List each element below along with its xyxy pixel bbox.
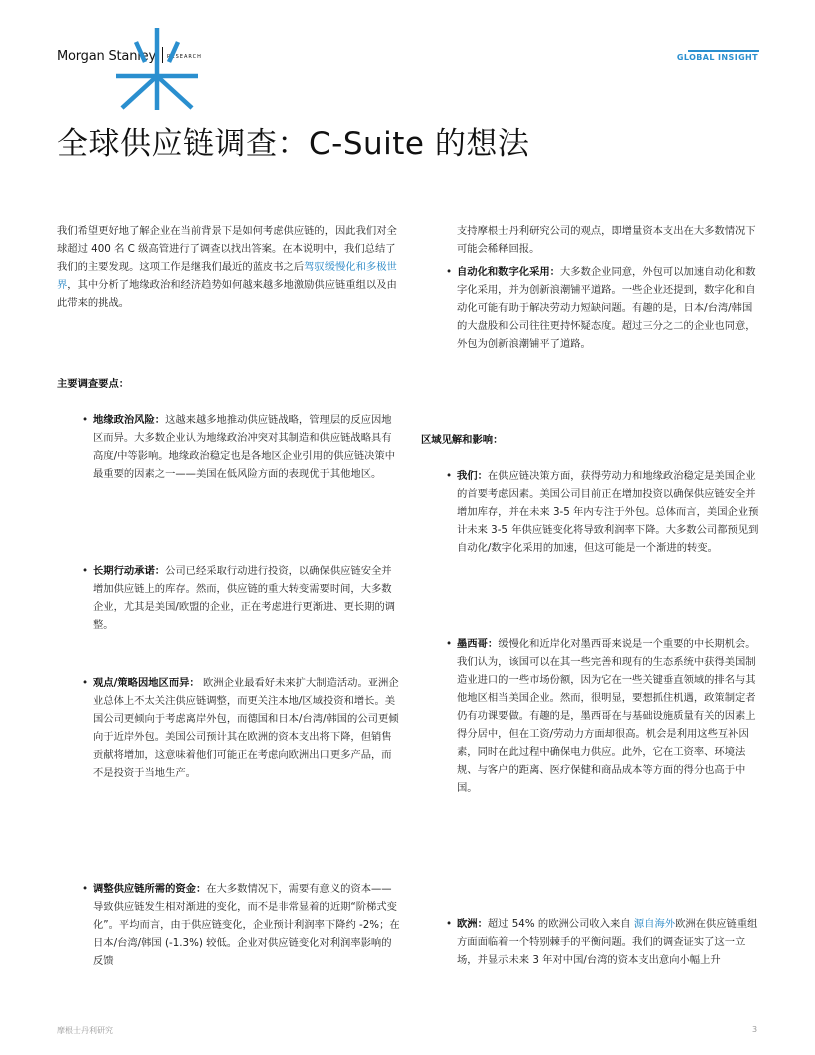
footer-source: 摩根士丹利研究 bbox=[57, 1026, 113, 1035]
regional-europe bbox=[446, 915, 762, 969]
research-label: RESEARCH bbox=[167, 54, 202, 60]
bullet-label: 调整供应链所需的资金： bbox=[93, 883, 207, 895]
bullet-dot-icon: • bbox=[82, 565, 89, 577]
global-insight-rule bbox=[688, 50, 759, 52]
global-insight-label: GLOBAL INSIGHT bbox=[676, 53, 758, 62]
bullet-text-b: 欧洲在供应链重组方面面临着一个特别棘手的平衡问题。我们的调查证实了这一立场，并显示未来 3 年对中国/台湾的资本支出意向小幅上升 bbox=[457, 918, 758, 966]
overseas-link[interactable]: 源自海外 bbox=[633, 918, 676, 930]
key-point-long-term bbox=[82, 562, 401, 634]
bullet-dot-icon: • bbox=[82, 883, 89, 895]
bullet-dot-icon: • bbox=[82, 414, 89, 426]
bullet-label: 长期行动承诺： bbox=[93, 565, 166, 577]
intro-text-b: ，其中分析了地缘政治和经济趋势如何越来越多地激励供应链重组以及由此带来的挑战。 bbox=[57, 279, 397, 309]
right-continuation: 支持摩根士丹利研究公司的观点，即增量资本支出在大多数情况下可能会稀释回报。 bbox=[457, 225, 756, 255]
bullet-dot-icon: • bbox=[446, 918, 453, 930]
bullet-text: 在供应链决策方面，获得劳动力和地缘政治稳定是美国企业的首要考虑因素。美国公司目前正在增加投资以确保供应链安全并增加库存，并在未来 3-5 年内专注于外包。总体而言，美国企业预计未来 3-5 年供应链变化将导致利润率下降。大多数公司都预见到自动化/数字化采用的加速，但这可能是一个渐进的转变。 bbox=[457, 470, 759, 554]
bullet-dot-icon: • bbox=[446, 266, 453, 278]
bullet-text: 缓慢化和近岸化对墨西哥来说是一个重要的中长期机会。我们认为，该国可以在其一些完善和现有的生态系统中获得美国制造业进口的一些市场份额，因为它在一些关键垂直领域的排名与其他地区相当美国企业。然而，很明显，要想抓住机遇，政策制定者仍有功课要做。有趣的是，墨西哥在与基础设施质量有关的因素上得分居中，但在工资/劳动力方面却很高。机会是利用这些互补因素，同时在此过程中确保电力供应。此外，它在工资率、环境法规、与客户的距离、医疗保健和商品成本等方面的得分也高于中国。 bbox=[457, 638, 756, 794]
bullet-label: 欧洲： bbox=[457, 918, 488, 930]
intro-paragraph bbox=[57, 222, 400, 312]
automation-point bbox=[446, 263, 762, 353]
key-points-heading: 主要调查要点： bbox=[57, 378, 130, 390]
key-point-geopolitics bbox=[82, 411, 401, 483]
bullet-text: 这越来越多地推动供应链战略，管理层的反应因地区而异。大多数企业认为地缘政治冲突对其制造和供应链战略具有高度/中等影响。地缘政治稳定也是各地区企业引用的供应链决策中最重要的因素之一——美国在低风险方面的表现优于其他地区。 bbox=[93, 414, 396, 480]
regional-us bbox=[446, 467, 762, 557]
bullet-text: 欧洲企业最看好未来扩大制造活动。亚洲企业总体上不太关注供应链调整，而更关注本地/区域投资和增长。美国公司更倾向于考虑离岸外包，而德国和日本/台湾/韩国的公司更倾向于近岸外包。美国公司预计其在欧洲的资本支出将下降，但销售贡献将增加，这意味着他们可能正在考虑向欧洲出口更多产品，而不是投资于当地生产。 bbox=[93, 677, 399, 779]
bullet-dot-icon: • bbox=[446, 638, 453, 650]
bullet-dot-icon: • bbox=[446, 470, 453, 482]
bullet-label: 自动化和数字化采用： bbox=[457, 266, 560, 278]
blue-book-link[interactable]: 驾驭缓慢化和多极世界 bbox=[57, 261, 397, 291]
asterisk-brand-icon bbox=[116, 28, 198, 110]
bullet-label: 我们： bbox=[457, 470, 488, 482]
regional-mexico bbox=[446, 635, 762, 797]
intro-text-a: 我们希望更好地了解企业在当前背景下是如何考虑供应链的，因此我们对全球超过 400 名 C 级高管进行了调查以找出答案。在本说明中，我们总结了我们的主要发现。这项工作是继我们最近的蓝皮书之后 bbox=[57, 225, 397, 273]
bullet-label: 墨西哥： bbox=[457, 638, 499, 650]
bullet-label: 观点/策略因地区而异： bbox=[93, 677, 200, 689]
key-point-regional-views bbox=[82, 674, 401, 782]
bullet-text: 大多数企业同意，外包可以加速自动化和数字化采用，并为创新浪潮铺平道路。一些企业还提到，数字化和自动化可能有助于解决劳动力短缺问题。有趣的是，日本/台湾/韩国的大盘股和公司往往更持怀疑态度。超过三分之二的企业也同意，外包为创新浪潮铺平了道路。 bbox=[457, 266, 756, 350]
page-title: 全球供应链调查：C-Suite 的想法 bbox=[57, 126, 530, 162]
bullet-text: 公司已经采取行动进行投资，以确保供应链安全并增加供应链上的库存。然而，供应链的重大转变需要时间，大多数企业，尤其是美国/欧盟的企业，正在考虑进行更渐进、更长期的调整。 bbox=[93, 565, 396, 631]
page-number: 3 bbox=[752, 1025, 758, 1034]
bullet-text: 超过 54% 的欧洲公司收入来自 bbox=[487, 918, 634, 930]
bullet-text: 在大多数情况下，需要有意义的资本——导致供应链发生相对渐进的变化，而不是非常显着的近期“阶梯式变化”。平均而言，由于供应链变化，企业预计利润率下降约 -2%；在日本/台湾/韩国 (-1.3%) 较低。企业对供应链变化对利润率影响的反馈 bbox=[93, 883, 400, 967]
bullet-label: 地缘政治风险： bbox=[93, 414, 166, 426]
regional-heading: 区域见解和影响： bbox=[421, 434, 504, 446]
brand-logo-text: Morgan Stanley bbox=[57, 49, 156, 64]
key-point-capital bbox=[82, 880, 401, 970]
bullet-dot-icon: • bbox=[82, 677, 89, 689]
